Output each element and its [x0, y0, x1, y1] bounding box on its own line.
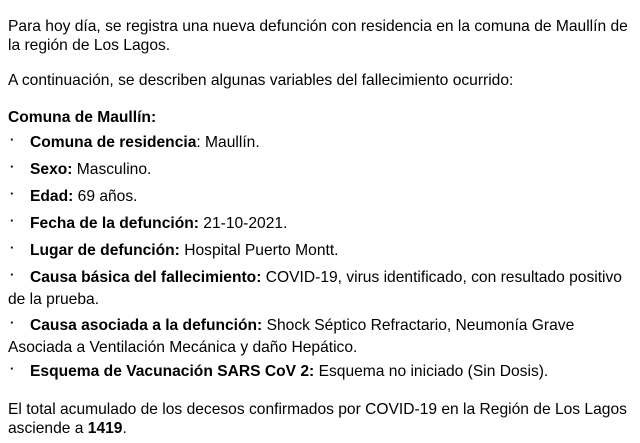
- total-deaths-value: 1419: [87, 420, 123, 437]
- bullet-icon: ·: [10, 159, 15, 174]
- list-item-basic-cause: [8, 268, 634, 309]
- item-label: Fecha de la defunción:: [30, 215, 199, 232]
- item-value: Masculino.: [72, 161, 152, 178]
- list-item-residence: [8, 133, 634, 152]
- bullet-icon: ·: [10, 132, 15, 147]
- bullet-icon: ·: [10, 213, 15, 228]
- intro-paragraph: [8, 17, 634, 55]
- closing-line-1: El total acumulado de los decesos confirmados por COVID-19 en la Región de Los Lagos: [8, 401, 627, 418]
- item-label: Esquema de Vacunación SARS CoV 2:: [30, 363, 315, 380]
- section-title: Comuna de Maullín:: [8, 109, 157, 126]
- item-label: Edad:: [30, 188, 74, 205]
- item-value: COVID-19, virus identificado, con resultado positivo: [261, 269, 622, 286]
- intro-line-2: la región de Los Lagos.: [8, 37, 171, 54]
- item-value: 69 años.: [73, 188, 138, 205]
- item-value: : Maullín.: [196, 134, 260, 151]
- lead-paragraph: A continuación, se describen algunas variables del fallecimiento ocurrido:: [8, 72, 514, 89]
- list-item-vaccination: [8, 362, 634, 381]
- bullet-icon: ·: [10, 186, 15, 201]
- list-item-place: [8, 241, 634, 260]
- closing-paragraph: [8, 400, 634, 438]
- bullet-icon: ·: [10, 361, 15, 376]
- list-item-associated-cause: [8, 316, 634, 357]
- closing-line-2-prefix: asciende a: [8, 420, 88, 437]
- item-label: Lugar de defunción:: [30, 242, 180, 259]
- intro-line-1: Para hoy día, se registra una nueva defunción con residencia en la comuna de Maullín de: [8, 18, 628, 35]
- bullet-icon: ·: [10, 315, 15, 330]
- list-item-date: [8, 214, 634, 233]
- list-item-age: [8, 187, 634, 206]
- item-continuation: de la prueba.: [8, 291, 100, 308]
- item-continuation: Asociada a Ventilación Mecánica y daño Hepático.: [8, 339, 358, 356]
- item-value: Shock Séptico Refractario, Neumonía Grave: [262, 317, 575, 334]
- list-item-sex: [8, 160, 634, 179]
- item-value: Esquema no iniciado (Sin Dosis).: [314, 363, 549, 380]
- item-label: Comuna de residencia: [30, 134, 197, 151]
- item-value: 21-10-2021.: [198, 215, 288, 232]
- item-label: Sexo:: [30, 161, 73, 178]
- closing-line-2-suffix: .: [122, 420, 127, 437]
- item-value: Hospital Puerto Montt.: [179, 242, 339, 259]
- item-label: Causa básica del fallecimiento:: [30, 269, 262, 286]
- bullet-icon: ·: [10, 267, 15, 282]
- item-label: Causa asociada a la defunción:: [30, 317, 263, 334]
- bullet-icon: ·: [10, 240, 15, 255]
